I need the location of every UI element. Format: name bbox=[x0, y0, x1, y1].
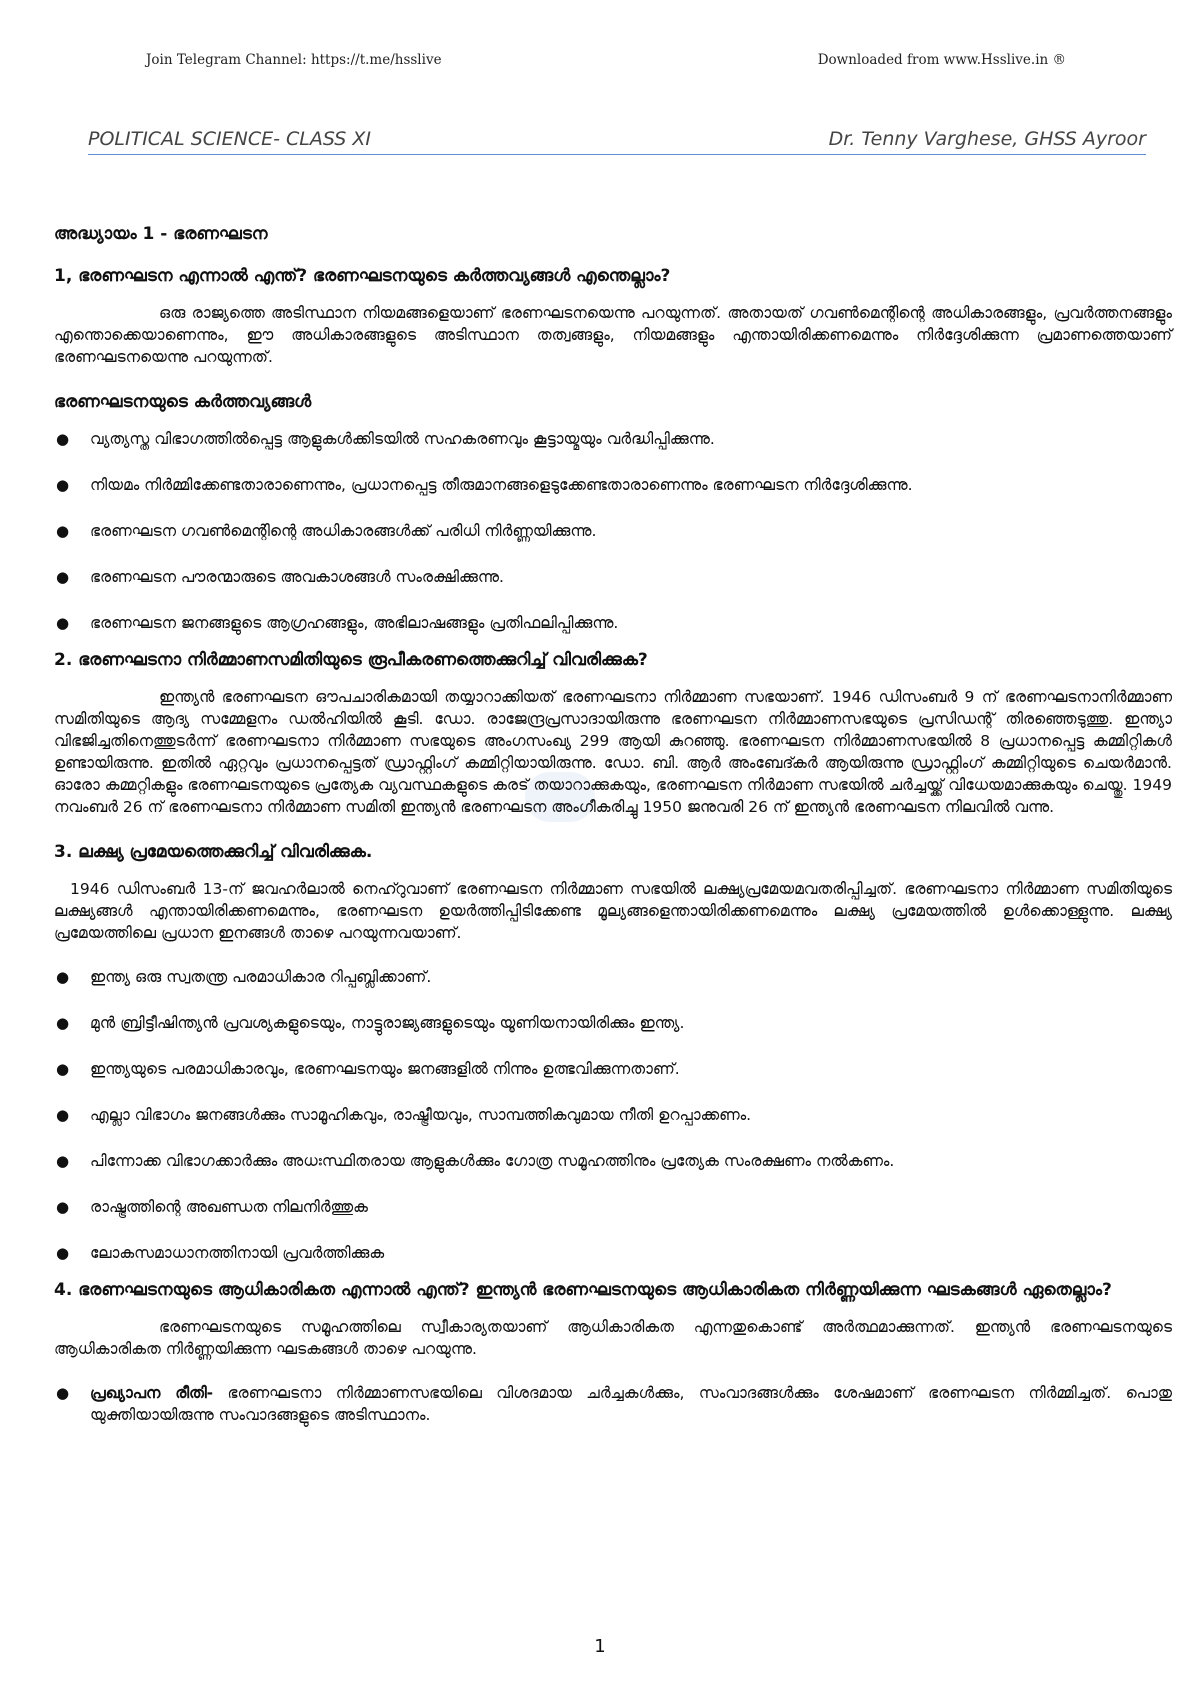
chapter-title: അദ്ധ്യായം 1 - ഭരണഘടന bbox=[54, 224, 268, 244]
bullet-icon: ● bbox=[56, 522, 70, 540]
bullet-icon: ● bbox=[56, 1014, 70, 1032]
question-1-answer: ഒരു രാജ്യത്തെ അടിസ്ഥാന നിയമങ്ങളെയാണ് ഭരണഘടനയെന്നു പറയുന്നത്. അതായത് ഗവൺമെന്റിന്റെ അധികാരങ്ങളും, പ്രവർത്തനങ്ങളും എന്തൊക്കെയാണെന്നും, ഈ അധികാരങ്ങളുടെ അടിസ്ഥാന തത്വങ്ങളും, നിയമങ്ങളും എന്തായിരിക്കണമെന്നും നിർദ്ദേശിക്കുന്ന പ്രമാണത്തെയാണ് ഭരണഘടനയെന്നു പറയുന്നത്. bbox=[54, 304, 1172, 366]
bullet-icon: ● bbox=[56, 1152, 70, 1170]
document-body bbox=[54, 222, 1172, 1450]
bullet-icon: ● bbox=[56, 1198, 70, 1216]
list-item: ● പിന്നോക്ക വിഭാഗക്കാർക്കും അധഃസ്ഥിതരായ ആളുകൾക്കും ഗോത്ര സമൂഹത്തിനും പ്രത്യേക സംരക്ഷണം നൽകണം. bbox=[56, 1152, 895, 1170]
list-item: ● ഭരണഘടന ജനങ്ങളുടെ ആഗ്രഹങ്ങളും, അഭിലാഷങ്ങളും പ്രതിഫലിപ്പിക്കുന്നു. bbox=[56, 614, 619, 632]
bullet-icon: ● bbox=[56, 568, 70, 586]
question-2-answer: ഇന്ത്യൻ ഭരണഘടന ഔപചാരികമായി തയ്യാറാക്കിയത് ഭരണഘടനാ നിർമ്മാണ സഭയാണ്. 1946 ഡിസംബർ 9 ന് ഭരണഘടനാനിർമ്മാണ സമിതിയുടെ ആദ്യ സമ്മേളനം ഡൽഹിയിൽ കൂടി. ഡോ. രാജേന്ദ്രപ്രസാദായിരുന്നു ഭരണഘടന നിർമ്മാണസഭയുടെ പ്രസിഡന്റ് തിരഞ്ഞെടുത്തു. ഇന്ത്യാ വിഭജിച്ചതിനെത്തുടർന്ന് ഭരണഘടനാ നിർമ്മാണ സഭയുടെ അംഗസംഖ്യ 299 ആയി കുറഞ്ഞു. ഭരണഘടന നിർമ്മാണസഭയിൽ 8 പ്രധാനപ്പെട്ട കമ്മിറ്റികൾ ഉണ്ടായിരുന്നു. ഇതിൽ ഏറ്റവും പ്രധാനപ്പെട്ടത് ഡ്രാഫ്റ്റിംഗ് കമ്മിറ്റിയായിരുന്നു. ഡോ. ബി. ആർ അംബേദ്കർ ആയിരുന്നു ഡ്രാഫ്റ്റിംഗ് കമ്മിറ്റിയുടെ ചെയർമാൻ. ഓരോ കമ്മറ്റികളും ഭരണഘടനയുടെ പ്രത്യേക വ്യവസ്ഥകളുടെ കരട് തയാറാക്കുകയും, ഭരണഘടന നിർമാണ സഭയിൽ ചർച്ചയ്ക്ക് വിധേയമാക്കുകയും ചെയ്തു. 1949 നവംബർ 26 ന് ഭരണഘടനാ നിർമ്മാണ സമിതി ഇന്ത്യൻ ഭരണഘടന അംഗീകരിച്ചു 1950 ജനുവരി 26 ന് ഇന്ത്യൻ ഭരണഘടന നിലവിൽ വന്നു. bbox=[54, 688, 1172, 816]
list-item: ● ഇന്ത്യയുടെ പരമാധികാരവും, ഭരണഘടനയും ജനങ്ങളിൽ നിന്നും ഉത്ഭവിക്കുന്നതാണ്. bbox=[56, 1060, 680, 1078]
bullet-icon: ● bbox=[56, 430, 70, 448]
objectives-list bbox=[54, 966, 1172, 1264]
download-source-text: Downloaded from www.Hsslive.in ® bbox=[817, 52, 1066, 68]
list-item: ● ഇന്ത്യ ഒരു സ്വതന്ത്ര പരമാധികാര റിപ്പബ്ലിക്കാണ്. bbox=[56, 968, 432, 986]
question-1-heading: 1, ഭരണഘടന എന്നാൽ എന്ത്? ഭരണഘടനയുടെ കർത്തവ്യങ്ങൾ എന്തെല്ലാം? bbox=[54, 266, 671, 286]
question-4-heading: 4. ഭരണഘടനയുടെ ആധികാരികത എന്നാൽ എന്ത്? ഇന്ത്യൻ ഭരണഘടനയുടെ ആധികാരികത നിർണ്ണയിക്കുന്ന ഘടകങ്ങൾ ഏതെല്ലാം? bbox=[54, 1280, 1112, 1300]
list-item: ● ലോകസമാധാനത്തിനായി പ്രവർത്തിക്കുക bbox=[56, 1244, 385, 1262]
bullet-icon: ● bbox=[56, 1384, 70, 1402]
list-item: ● പ്രഖ്യാപന രീതി- ഭരണഘടനാ നിർമ്മാണസഭയിലെ വിശദമായ ചർച്ചകൾക്കും, സംവാദങ്ങൾക്കും ശേഷമാണ് ഭരണഘടന നിർമ്മിച്ചത്. പൊതു യുക്തിയായിരുന്നു സംവാദങ്ങളുടെ അടിസ്ഥാനം. bbox=[56, 1384, 1172, 1424]
question-3-answer: 1946 ഡിസംബർ 13-ന് ജവഹർലാൽ നെഹ്റുവാണ് ഭരണഘടന നിർമ്മാണ സഭയിൽ ലക്ഷ്യപ്രമേയമവതരിപ്പിച്ചത്. ഭരണഘടനാ നിർമ്മാണ സമിതിയുടെ ലക്ഷ്യങ്ങൾ എന്തായിരിക്കണമെന്നും, ഭരണഘടന ഉയർത്തിപ്പിടിക്കേണ്ട മൂല്യങ്ങളെന്തായിരിക്കണമെന്നും ലക്ഷ്യ പ്രമേയത്തിൽ ഉൾക്കൊള്ളുന്നു. ലക്ഷ്യ പ്രമേയത്തിലെ പ്രധാന ഇനങ്ങൾ താഴെ പറയുന്നവയാണ്. bbox=[54, 880, 1172, 942]
subject-title: POLITICAL SCIENCE- CLASS XI bbox=[88, 128, 371, 150]
telegram-link-text: Join Telegram Channel: https://t.me/hsslive bbox=[146, 52, 442, 68]
list-item: ● മുൻ ബ്രിട്ടീഷിന്ത്യൻ പ്രവശ്യകളുടെയും, നാട്ടുരാജ്യങ്ങളുടെയും യൂണിയനായിരിക്കും ഇന്ത്യ. bbox=[56, 1014, 685, 1032]
author-name: Dr. Tenny Varghese, GHSS Ayroor bbox=[828, 128, 1146, 150]
duties-list bbox=[54, 428, 1172, 634]
bullet-label: പ്രഖ്യാപന രീതി- bbox=[90, 1384, 214, 1402]
question-4-answer: ഭരണഘടനയുടെ സമൂഹത്തിലെ സ്വീകാര്യതയാണ് ആധികാരികത എന്നതുകൊണ്ട് അർത്ഥമാക്കുന്നത്. ഇന്ത്യൻ ഭരണഘടനയുടെ ആധികാരികത നിർണ്ണയിക്കുന്ന ഘടകങ്ങൾ താഴെ പറയുന്നു. bbox=[54, 1318, 1172, 1358]
list-item: ● രാഷ്ട്രത്തിന്റെ അഖണ്ഡത നിലനിർത്തുക bbox=[56, 1198, 368, 1216]
bullet-icon: ● bbox=[56, 1244, 70, 1262]
bullet-icon: ● bbox=[56, 614, 70, 632]
question-2-heading: 2. ഭരണഘടനാ നിർമ്മാണസമിതിയുടെ രൂപീകരണത്തെക്കുറിച്ച് വിവരിക്കുക? bbox=[54, 650, 648, 670]
list-item: ● എല്ലാ വിഭാഗം ജനങ്ങൾക്കും സാമൂഹികവും, രാഷ്ട്രീയവും, സാമ്പത്തികവുമായ നീതി ഉറപ്പാക്കണം. bbox=[56, 1106, 752, 1124]
question-3-heading: 3. ലക്ഷ്യ പ്രമേയത്തെക്കുറിച്ച് വിവരിക്കുക. bbox=[54, 842, 373, 862]
bullet-icon: ● bbox=[56, 968, 70, 986]
list-item: ● നിയമം നിർമ്മിക്കേണ്ടതാരാണെന്നും, പ്രധാനപ്പെട്ട തീരുമാനങ്ങളെടുക്കേണ്ടതാരാണെന്നും ഭരണഘടന നിർദ്ദേശിക്കുന്നു. bbox=[56, 476, 913, 494]
legitimacy-list bbox=[54, 1382, 1172, 1426]
bullet-icon: ● bbox=[56, 1106, 70, 1124]
page-number: 1 bbox=[594, 1636, 606, 1657]
duties-subheading: ഭരണഘടനയുടെ കർത്തവ്യങ്ങൾ bbox=[54, 392, 312, 412]
list-item: ● ഭരണഘടന പൗരന്മാരുടെ അവകാശങ്ങൾ സംരക്ഷിക്കുന്നു. bbox=[56, 568, 504, 586]
page-header bbox=[88, 128, 1146, 155]
list-item: ● വ്യത്യസ്ത വിഭാഗത്തിൽപ്പെട്ട ആളുകൾക്കിടയിൽ സഹകരണവും കൂട്ടായ്മയും വർദ്ധിപ്പിക്കുന്നു. bbox=[56, 430, 715, 448]
bullet-icon: ● bbox=[56, 476, 70, 494]
bullet-icon: ● bbox=[56, 1060, 70, 1078]
list-item: ● ഭരണഘടന ഗവൺമെന്റിന്റെ അധികാരങ്ങൾക്ക് പരിധി നിർണ്ണയിക്കുന്നു. bbox=[56, 522, 597, 540]
